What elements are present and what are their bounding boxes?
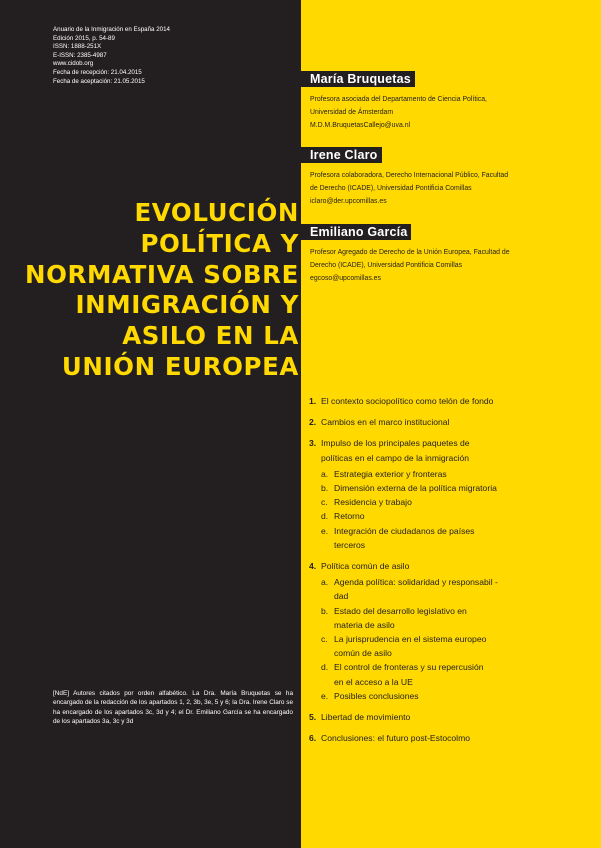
toc-letter: b. [321, 605, 329, 616]
toc-subtext: Estado del desarrollo legislativo en [334, 605, 467, 616]
toc-subtext: materia de asilo [334, 619, 395, 630]
toc-subtext: La jurisprudencia en el sistema europeo [334, 634, 487, 645]
toc-letter: c. [321, 634, 328, 645]
affiliation-line: Derecho (ICADE), Universidad Pontificia Comillas [310, 262, 463, 270]
toc-text: Cambios en el marco institucional [321, 417, 450, 428]
editor-note: [NdE] Autores citados por orden alfabético. La Dra. María Bruquetas se ha encargado de la redacción de los apartados 1, 2, 3b, 3e, 5 y 6; la Dra. Irene Claro se ha encargado de los apartados 3c, 3d y 4; el Dr. Emiliano García se ha encargado de los apartados 3a, 3c y 3d [53, 690, 293, 725]
toc-subitem [321, 632, 594, 660]
author-block [0, 70, 585, 133]
toc-text: Política común de asilo [321, 561, 410, 572]
toc-subtext: dad [334, 591, 349, 602]
toc-subitem [321, 604, 594, 632]
toc-subtext: Estrategia exterior y fronteras [334, 468, 447, 479]
toc-number: 2. [309, 417, 317, 428]
toc-letter: d. [321, 511, 329, 522]
meta-line: Edición 2015, p. 54-89 [53, 34, 115, 42]
toc-subtext: Posibles conclusiones [334, 690, 419, 701]
toc-subitem [321, 660, 594, 688]
toc-number: 1. [309, 396, 317, 406]
toc-subtext: en el acceso a la UE [334, 676, 413, 687]
affiliation-line: Profesor Agregado de Derecho de la Unión Europea, Facultad de [310, 249, 510, 256]
toc-letter: b. [321, 483, 329, 494]
toc-subitem [321, 509, 594, 523]
author-email: iclaro@der.upcomillas.es [310, 198, 387, 206]
toc-subitem [321, 689, 594, 703]
author-block [0, 223, 585, 286]
toc-text: Impulso de los principales paquetes de [321, 438, 470, 449]
title-line: EVOLUCIÓN [134, 198, 299, 227]
author-name: María Bruquetas [301, 71, 415, 87]
title-line: POLÍTICA Y [140, 228, 299, 258]
title-line: ASILO EN LA [122, 321, 299, 351]
toc-subitems [309, 575, 594, 703]
toc-letter: a. [321, 468, 329, 479]
toc-subitems [309, 467, 594, 552]
toc-number: 5. [309, 712, 317, 723]
author-affiliation [310, 93, 585, 133]
toc-text: El contexto sociopolítico como telón de fondo [321, 396, 494, 406]
affiliation-line: Profesora colaboradora, Derecho Internacional Público, Facultad [310, 172, 509, 179]
title-line: UNIÓN EUROPEA [61, 351, 299, 381]
toc-text: Libertad de movimiento [321, 712, 411, 723]
meta-line: www.cidob.org [53, 60, 94, 68]
toc-subtext: Integración de ciudadanos de países [334, 525, 475, 536]
author-affiliation [310, 169, 585, 209]
author-affiliation [310, 246, 585, 286]
affiliation-line: Profesora asociada del Departamento de Ciencia Política, [310, 96, 487, 103]
toc-subtext: terceros [334, 539, 366, 550]
title-line: NORMATIVA SOBRE [24, 259, 299, 289]
author-name: Irene Claro [301, 147, 382, 163]
meta-line: Fecha de aceptación: 21.05.2015 [53, 77, 145, 85]
toc-item [309, 710, 594, 724]
toc-item [309, 436, 594, 464]
author-email: M.D.M.BruquetasCallejo@uva.nl [310, 122, 411, 130]
toc-subitem [321, 481, 594, 495]
toc-number: 4. [309, 561, 317, 572]
toc-item [309, 731, 594, 745]
affiliation-line: Universidad de Ámsterdam [310, 109, 394, 117]
toc-letter: d. [321, 662, 329, 673]
author-block [0, 146, 585, 209]
toc-item [309, 415, 594, 429]
toc-subtext: común de asilo [334, 648, 392, 659]
toc-subtext: Retorno [334, 511, 365, 522]
toc-subtext: Residencia y trabajo [334, 497, 412, 508]
meta-line: Anuario de la Inmigración en España 2014 [53, 26, 170, 33]
toc-item [309, 394, 594, 408]
toc-item [309, 559, 594, 573]
toc-subitem [321, 495, 594, 509]
author-name: Emiliano García [301, 224, 411, 240]
toc-letter: e. [321, 690, 329, 701]
toc-number: 6. [309, 733, 317, 744]
affiliation-line: de Derecho (ICADE), Universidad Pontificia Comillas [310, 185, 472, 193]
toc-letter: c. [321, 497, 328, 508]
toc-subitem [321, 575, 594, 603]
toc-subitem [321, 467, 594, 481]
meta-line: E-ISSN: 2385-4987 [53, 51, 107, 59]
toc-subtext: Agenda política: solidaridad y responsabil - [334, 577, 498, 588]
toc-text: políticas en el campo de la inmigración [321, 452, 470, 463]
toc-number: 3. [309, 438, 317, 449]
author-email: egcoso@upcomillas.es [310, 275, 381, 283]
toc-text: Conclusiones: el futuro post-Estocolmo [321, 733, 471, 744]
toc-subtext: El control de fronteras y su repercusión [334, 662, 484, 673]
meta-line: Fecha de recepción: 21.04.2015 [53, 68, 142, 76]
toc-subtext: Dimensión externa de la política migratoria [334, 483, 497, 494]
table-of-contents [309, 394, 594, 752]
toc-letter: e. [321, 525, 329, 536]
toc-subitem [321, 524, 594, 552]
meta-line: ISSN: 1888-251X [53, 43, 102, 51]
toc-letter: a. [321, 577, 329, 588]
title-line: INMIGRACIÓN Y [75, 290, 299, 320]
